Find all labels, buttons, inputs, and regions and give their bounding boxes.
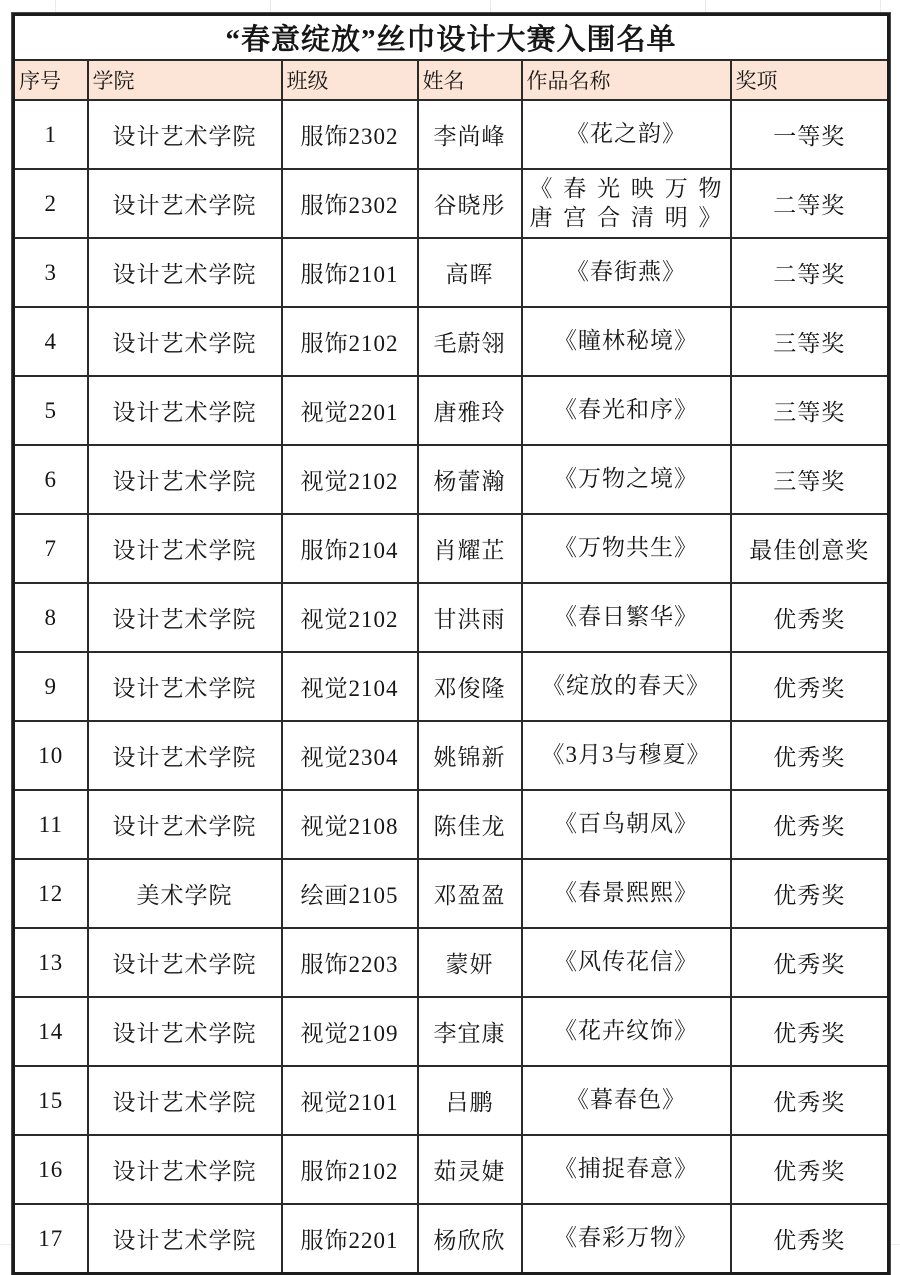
cell-award: 最佳创意奖 xyxy=(731,514,889,583)
cell-class: 视觉2108 xyxy=(282,790,418,859)
table-row xyxy=(14,169,889,238)
cell-class: 服饰2101 xyxy=(282,238,418,307)
cell-no: 9 xyxy=(14,652,88,721)
table-row xyxy=(14,583,889,652)
cell-class: 服饰2201 xyxy=(282,1204,418,1274)
cell-college: 设计艺术学院 xyxy=(88,721,282,790)
cell-no: 14 xyxy=(14,997,88,1066)
cell-college: 设计艺术学院 xyxy=(88,790,282,859)
cell-name: 杨蕾瀚 xyxy=(418,445,522,514)
cell-college: 设计艺术学院 xyxy=(88,1204,282,1274)
cell-work: 《瞳林秘境》 xyxy=(522,307,731,376)
awards-table xyxy=(12,13,890,1275)
table-row xyxy=(14,859,889,928)
table-row xyxy=(14,1204,889,1274)
cell-work: 《万物之境》 xyxy=(522,445,731,514)
cell-name: 肖耀芷 xyxy=(418,514,522,583)
cell-award: 优秀奖 xyxy=(731,928,889,997)
cell-award: 优秀奖 xyxy=(731,1204,889,1274)
cell-college: 设计艺术学院 xyxy=(88,100,282,169)
cell-work: 《暮春色》 xyxy=(522,1066,731,1135)
cell-name: 邓盈盈 xyxy=(418,859,522,928)
cell-award: 三等奖 xyxy=(731,376,889,445)
cell-name: 杨欣欣 xyxy=(418,1204,522,1274)
cell-award: 二等奖 xyxy=(731,169,889,238)
cell-class: 服饰2203 xyxy=(282,928,418,997)
cell-award: 优秀奖 xyxy=(731,721,889,790)
table-row xyxy=(14,100,889,169)
cell-name: 毛蔚翎 xyxy=(418,307,522,376)
cell-college: 设计艺术学院 xyxy=(88,652,282,721)
cell-class: 服饰2102 xyxy=(282,1135,418,1204)
cell-class: 绘画2105 xyxy=(282,859,418,928)
cell-no: 4 xyxy=(14,307,88,376)
table-row xyxy=(14,514,889,583)
cell-class: 服饰2104 xyxy=(282,514,418,583)
column-header-no: 序号 xyxy=(14,60,88,100)
table-row xyxy=(14,238,889,307)
cell-award: 三等奖 xyxy=(731,307,889,376)
cell-college: 设计艺术学院 xyxy=(88,1135,282,1204)
cell-work: 《3月3与穆夏》 xyxy=(522,721,731,790)
table-row xyxy=(14,307,889,376)
cell-work: 《春街燕》 xyxy=(522,238,731,307)
cell-no: 7 xyxy=(14,514,88,583)
cell-college: 设计艺术学院 xyxy=(88,376,282,445)
cell-name: 陈佳龙 xyxy=(418,790,522,859)
cell-no: 3 xyxy=(14,238,88,307)
title-row xyxy=(14,15,889,61)
column-header-class: 班级 xyxy=(282,60,418,100)
cell-college: 设计艺术学院 xyxy=(88,514,282,583)
cell-work: 《花卉纹饰》 xyxy=(522,997,731,1066)
cell-no: 5 xyxy=(14,376,88,445)
cell-college: 设计艺术学院 xyxy=(88,997,282,1066)
cell-no: 15 xyxy=(14,1066,88,1135)
header-row xyxy=(14,60,889,100)
cell-college: 设计艺术学院 xyxy=(88,307,282,376)
cell-award: 优秀奖 xyxy=(731,583,889,652)
table-row xyxy=(14,928,889,997)
table-row xyxy=(14,997,889,1066)
table-row xyxy=(14,1066,889,1135)
cell-name: 蒙妍 xyxy=(418,928,522,997)
cell-class: 视觉2201 xyxy=(282,376,418,445)
table-row xyxy=(14,652,889,721)
cell-work: 《捕捉春意》 xyxy=(522,1135,731,1204)
cell-work: 《绽放的春天》 xyxy=(522,652,731,721)
cell-no: 8 xyxy=(14,583,88,652)
cell-name: 李尚峰 xyxy=(418,100,522,169)
cell-no: 1 xyxy=(14,100,88,169)
cell-work: 《春景熙熙》 xyxy=(522,859,731,928)
cell-name: 茹灵婕 xyxy=(418,1135,522,1204)
cell-name: 甘洪雨 xyxy=(418,583,522,652)
cell-class: 视觉2101 xyxy=(282,1066,418,1135)
cell-no: 6 xyxy=(14,445,88,514)
cell-work: 《花之韵》 xyxy=(522,100,731,169)
cell-no: 12 xyxy=(14,859,88,928)
page-title: “春意绽放”丝巾设计大赛入围名单 xyxy=(14,15,889,61)
cell-college: 设计艺术学院 xyxy=(88,238,282,307)
cell-name: 高晖 xyxy=(418,238,522,307)
cell-award: 三等奖 xyxy=(731,445,889,514)
cell-class: 视觉2104 xyxy=(282,652,418,721)
column-header-name: 姓名 xyxy=(418,60,522,100)
cell-name: 李宜康 xyxy=(418,997,522,1066)
cell-class: 视觉2304 xyxy=(282,721,418,790)
cell-college: 设计艺术学院 xyxy=(88,928,282,997)
cell-class: 服饰2302 xyxy=(282,100,418,169)
cell-class: 视觉2102 xyxy=(282,445,418,514)
cell-work: 《春光和序》 xyxy=(522,376,731,445)
cell-name: 吕鹏 xyxy=(418,1066,522,1135)
cell-no: 13 xyxy=(14,928,88,997)
cell-college: 设计艺术学院 xyxy=(88,169,282,238)
cell-award: 优秀奖 xyxy=(731,1066,889,1135)
cell-work: 《春彩万物》 xyxy=(522,1204,731,1274)
cell-work: 《风传花信》 xyxy=(522,928,731,997)
cell-award: 优秀奖 xyxy=(731,1135,889,1204)
column-header-award: 奖项 xyxy=(731,60,889,100)
cell-name: 谷晓彤 xyxy=(418,169,522,238)
cell-name: 邓俊隆 xyxy=(418,652,522,721)
cell-college: 设计艺术学院 xyxy=(88,1066,282,1135)
cell-class: 服饰2102 xyxy=(282,307,418,376)
cell-class: 服饰2302 xyxy=(282,169,418,238)
cell-work: 《万物共生》 xyxy=(522,514,731,583)
table-row xyxy=(14,376,889,445)
cell-name: 唐雅玲 xyxy=(418,376,522,445)
cell-name: 姚锦新 xyxy=(418,721,522,790)
cell-work: 《春日繁华》 xyxy=(522,583,731,652)
column-header-college: 学院 xyxy=(88,60,282,100)
cell-award: 优秀奖 xyxy=(731,997,889,1066)
cell-college: 设计艺术学院 xyxy=(88,445,282,514)
table-row xyxy=(14,790,889,859)
cell-college: 美术学院 xyxy=(88,859,282,928)
cell-award: 优秀奖 xyxy=(731,790,889,859)
cell-class: 视觉2109 xyxy=(282,997,418,1066)
cell-no: 11 xyxy=(14,790,88,859)
cell-no: 17 xyxy=(14,1204,88,1274)
cell-college: 设计艺术学院 xyxy=(88,583,282,652)
cell-award: 一等奖 xyxy=(731,100,889,169)
cell-award: 优秀奖 xyxy=(731,652,889,721)
cell-no: 10 xyxy=(14,721,88,790)
cell-work: 《春光映万物 唐宫合清明》 xyxy=(522,169,731,238)
cell-class: 视觉2102 xyxy=(282,583,418,652)
cell-award: 二等奖 xyxy=(731,238,889,307)
cell-award: 优秀奖 xyxy=(731,859,889,928)
cell-no: 2 xyxy=(14,169,88,238)
cell-no: 16 xyxy=(14,1135,88,1204)
table-row xyxy=(14,1135,889,1204)
table-row xyxy=(14,445,889,514)
table-body xyxy=(14,100,889,1274)
column-header-work: 作品名称 xyxy=(522,60,731,100)
table-row xyxy=(14,721,889,790)
cell-work: 《百鸟朝凤》 xyxy=(522,790,731,859)
